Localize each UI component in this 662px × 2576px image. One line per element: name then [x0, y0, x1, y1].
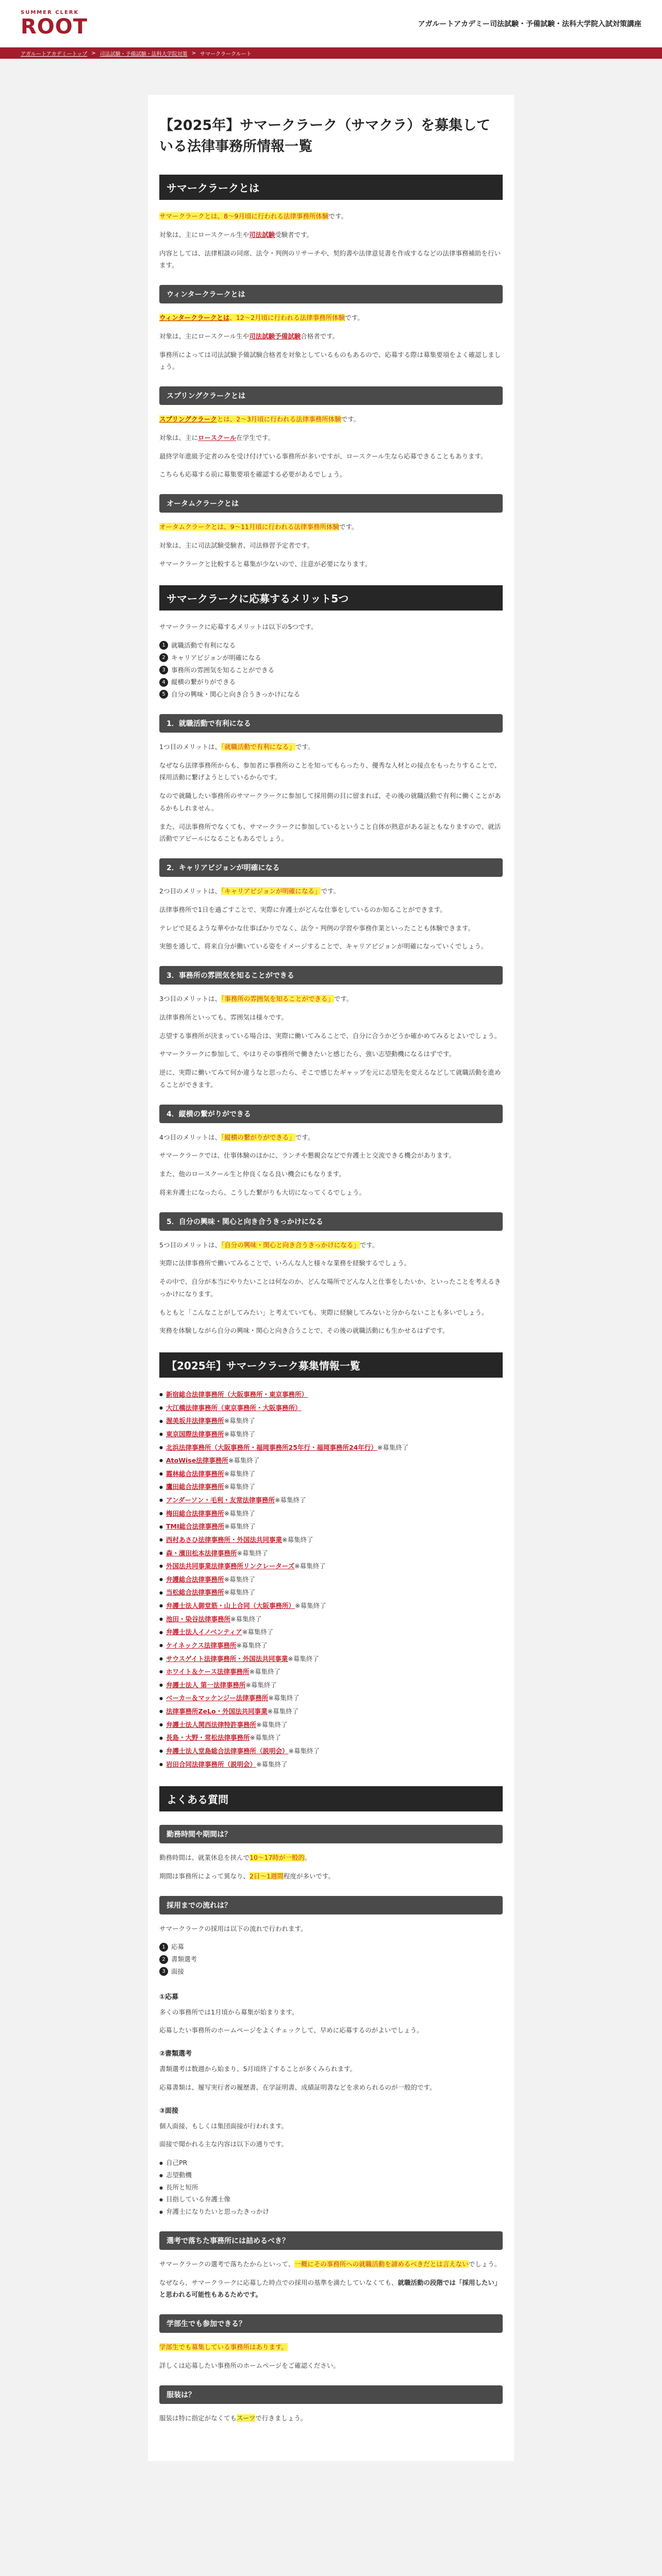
- paragraph: また、司法事務所でなくても、サマークラークに参加しているということ自体が熱意がある証ともなりますので、就活活動でアピールになることもあるでしょう。: [159, 822, 501, 843]
- paragraph: 対象は、主に司法試験受験者、司法修習予定者です。: [159, 541, 314, 549]
- paragraph: 詳しくは応募したい事務所のホームページをご確認ください。: [159, 2361, 340, 2369]
- list-item: 2 書類選考: [159, 1953, 503, 1965]
- firm-status: ※募集終了: [224, 1522, 256, 1531]
- paragraph: 最終学年進級予定者のみを受け付けている事務所が多いですが、ロースクール生なら応募できることもあります。: [159, 452, 487, 460]
- firm-list-item: [159, 1691, 503, 1705]
- paragraph: もともと「こんなことがしてみたい」と考えていても、実際に経験してみないと分からないことも多いでしょう。: [159, 1308, 488, 1316]
- firm-status: ※募集終了: [236, 1641, 268, 1649]
- firm-list-item: [159, 1731, 503, 1744]
- paragraph: 服装は特に指定がなくてもスーツで行きましょう。: [159, 2414, 307, 2422]
- paragraph: 対象は、主にロースクール生や司法試験予備試験合格者です。: [159, 332, 339, 340]
- paragraph: こちらも応募する前に募集要項を確認する必要があるでしょう。: [159, 470, 346, 479]
- list-item: 2 キャリアビジョンが明確になる: [159, 652, 503, 664]
- section-heading-summer-clerk: サマークラークとは: [159, 175, 503, 200]
- paragraph: ウィンタークラークとは、12～2月頃に行われる法律事務所体験です。: [159, 314, 364, 321]
- firm-list-item: [159, 1613, 503, 1626]
- firm-status: ※募集終了: [224, 1588, 255, 1597]
- firm-link[interactable]: 弁護総合法律事務所: [166, 1575, 224, 1583]
- list-item: ● 長所と短所: [159, 2181, 503, 2194]
- paragraph: 実務を体験しながら自分の興味・関心と向き合うことで、その後の就職活動にも生かせるはずです。: [159, 1327, 449, 1335]
- firm-status: ※募集終了: [237, 1549, 268, 1557]
- paragraph: 勤務時間は、就業休息を挟んで10～17時が一般的。: [159, 1854, 311, 1862]
- logo-small-text: SUMMER CLERK: [21, 10, 79, 15]
- paragraph: また、他のロースクール生と仲良くなる良い機会にもなります。: [159, 1170, 345, 1178]
- firm-status: ※募集終了: [224, 1509, 255, 1517]
- firm-link[interactable]: ケイネックス法律事務所: [166, 1641, 237, 1649]
- firm-list-item: [159, 1586, 503, 1599]
- firm-list-item: [159, 1744, 503, 1758]
- paragraph: 3つ目のメリットは、「事務所の雰囲気を知ることができる」です。: [159, 995, 353, 1003]
- firm-list-item: [159, 1388, 503, 1401]
- firm-link[interactable]: 渥美坂井法律事務所: [166, 1417, 224, 1425]
- firm-link[interactable]: 梅田総合法律事務所: [166, 1509, 224, 1517]
- firm-list-item: [159, 1718, 503, 1732]
- paragraph: 内容としては、法律相談の同席、法令・判例のリサーチや、契約書や法律意見書を作成するなどの法律事務補助を行います。: [159, 249, 501, 269]
- paragraph: 法律事務所といっても、雰囲気は様々です。: [159, 1013, 288, 1021]
- firm-link[interactable]: 弁護士法人御堂筋・山上合同（大阪事務所）: [166, 1602, 295, 1609]
- paragraph: 面接で聞かれる主な内容は以下の通りです。: [159, 2140, 288, 2148]
- paragraph: 応募書類は、履写実行者の履歴書、在学証明書、成績証明書などを求められるのが一般的です。: [159, 2083, 436, 2091]
- firm-link[interactable]: 新宿総合法律事務所（大阪事務所・東京事務所）: [166, 1391, 308, 1398]
- paragraph: 5つ目のメリットは、「自分の興味・関心と向き合うきっかけになる」です。: [159, 1241, 379, 1249]
- faq-question-dress: 服装は？: [159, 2385, 503, 2404]
- step-heading-interview: ③面接: [159, 2107, 179, 2115]
- firm-list-item: [159, 1560, 503, 1573]
- paragraph: 書類選考は数週から始まり、5月頃終了することが多くみられます。: [159, 2065, 356, 2073]
- paragraph: 対象は、主にロースクール在学生です。: [159, 433, 275, 442]
- subsection-heading-merit-1: 1．就職活動で有利になる: [159, 714, 503, 733]
- paragraph: サマークラークでは、仕事体験のほかに、ランチや懇親会などで弁護士と交流できる機会があります。: [159, 1151, 456, 1160]
- step-heading-apply: ①応募: [159, 1993, 179, 2001]
- firm-status: ※募集終了: [295, 1602, 326, 1609]
- firm-status: ※募集終了: [275, 1496, 306, 1504]
- site-tagline-link[interactable]: アガルートアカデミー司法試験・予備試験・法科大学院入試対策講座: [418, 20, 641, 28]
- subsection-heading-merit-3: 3．事務所の雰囲気を知ることができる: [159, 966, 503, 985]
- firm-link[interactable]: 大江橋法律事務所（東京事務所・大阪事務所）: [166, 1403, 302, 1412]
- faq-question-flow: 採用までの流れは？: [159, 1896, 503, 1914]
- firm-list-item: [159, 1665, 503, 1679]
- link-shiho-shiken[interactable]: 司法試験: [249, 230, 275, 239]
- interview-topic-list: [159, 2157, 503, 2218]
- subsection-heading-autumn-clerk: オータムクラークとは: [159, 494, 503, 513]
- firm-list: [159, 1388, 503, 1771]
- link-yobi-shiken[interactable]: 司法試験予備試験: [249, 332, 301, 340]
- firm-link[interactable]: AtoWise法律事務所: [166, 1456, 228, 1465]
- firm-list-item: [159, 1758, 503, 1771]
- firm-status: ※募集終了: [268, 1694, 300, 1702]
- firm-status: ※募集終了: [224, 1575, 255, 1583]
- firm-status: ※募集終了: [256, 1760, 288, 1768]
- firm-link[interactable]: サウスゲイト法律事務所・外国法共同事業: [166, 1654, 288, 1663]
- logo-main-text: ROOT: [21, 15, 88, 39]
- list-item: ● 自己PR: [159, 2157, 503, 2169]
- link-spring-clerk[interactable]: スプリングクラーク: [159, 415, 217, 423]
- firm-list-item: [159, 1401, 503, 1415]
- paragraph: サマークラークと比較すると募集が少ないので、注意が必要になります。: [159, 560, 372, 568]
- link-winter-clerk[interactable]: ウィンタークラークとは: [159, 314, 230, 321]
- firm-list-item: [159, 1652, 503, 1666]
- firm-status: ※募集終了: [288, 1747, 320, 1755]
- faq-question-rejected: 選考で落ちた事務所には詰めるべき？: [159, 2231, 503, 2250]
- list-item: 3 面接: [159, 1965, 503, 1978]
- list-item: 1 就職活動で有利になる: [159, 639, 503, 652]
- firm-link[interactable]: TMI総合法律事務所: [166, 1522, 225, 1531]
- section-heading-faq: よくある質問: [159, 1786, 503, 1811]
- breadcrumb-link-category[interactable]: 司法試験・予備試験・法科大学院対策: [100, 51, 188, 57]
- paragraph: サマークラークの選考で落ちたからといって、一概にその事務所への就職活動を諦めるべきだとは言えないでしょう。: [159, 2260, 501, 2268]
- paragraph: 逆に、実際に働いてみて何か違うなと思ったら、そこで感じたギャップを元に志望先を変えるなどして就職活動を進めることができます。: [159, 1069, 501, 1089]
- paragraph: 期間は事務所によって異なり、2日～1週間程度が多いです。: [159, 1872, 335, 1880]
- firm-link[interactable]: 弁護士法人 第一法律事務所: [166, 1681, 246, 1689]
- list-item: ● 志望動機: [159, 2169, 503, 2181]
- firm-status: ※募集終了: [256, 1720, 288, 1728]
- firm-list-item: [159, 1480, 503, 1494]
- firm-link[interactable]: 池田・染谷法律事務所: [166, 1615, 230, 1623]
- paragraph: 実際に法律事務所で働いてみることで、いろんな人と様々な業務を経験するでしょう。: [159, 1259, 411, 1267]
- breadcrumb-separator: >: [91, 50, 96, 56]
- list-item: 3 事務所の雰囲気を知ることができる: [159, 664, 503, 676]
- step-heading-screening: ②書類選考: [159, 2050, 192, 2058]
- faq-question-hours: 勤務時間や期間は？: [159, 1825, 503, 1843]
- article: [148, 95, 514, 2461]
- firm-link[interactable]: ベーカー＆マッケンジー法律事務所: [166, 1694, 269, 1702]
- paragraph: 4つ目のメリットは、「縦横の繋がりができる」です。: [159, 1133, 315, 1141]
- link-law-school[interactable]: ロースクール: [198, 433, 237, 442]
- paragraph: 多くの事務所では1月頃から募集が始まります。: [159, 2008, 299, 2016]
- page-title: 【2025年】サマークラーク（サマクラ）を募集している法律事務所情報一覧: [159, 117, 491, 155]
- firm-list-item: [159, 1520, 503, 1533]
- firm-list-item: [159, 1467, 503, 1481]
- firm-list-item: [159, 1625, 503, 1639]
- firm-link[interactable]: 弁護士法人堂島総合法律事務所（説明会）: [166, 1747, 289, 1755]
- firm-list-item: [159, 1441, 503, 1454]
- subsection-heading-merit-4: 4．縦横の繋がりができる: [159, 1105, 503, 1123]
- firm-list-item: [159, 1639, 503, 1652]
- firm-link[interactable]: 弁護士法人関西法律特許事務所: [166, 1720, 256, 1728]
- firm-link[interactable]: 弁護士法人イノベンティア: [166, 1628, 242, 1636]
- site-header: [0, 0, 662, 47]
- paragraph: オータムクラークとは、9～11月頃に行われる法律事務所体験です。: [159, 523, 358, 531]
- merit-list: [159, 639, 503, 701]
- paragraph: サマークラークに応募するメリットは以下の5つです。: [159, 623, 318, 631]
- subsection-heading-merit-2: 2．キャリアビジョンが明確になる: [159, 858, 503, 877]
- firm-status: ※募集終了: [377, 1443, 409, 1451]
- paragraph: 将来弁護士になったら、こうした繋がりも大切になってくるでしょう。: [159, 1188, 366, 1196]
- list-item: ● 目指している弁護士像: [159, 2193, 503, 2206]
- paragraph: 志望する事務所が決まっている場合は、実際に働いてみることで、自分に合うかどうか確かめてみるとよいでしょう。: [159, 1031, 501, 1040]
- firm-link[interactable]: アンダーソン・毛利・友常法律事務所: [166, 1496, 275, 1504]
- breadcrumb-separator: >: [191, 50, 196, 56]
- paragraph: 事務所によっては司法試験予備試験合格者を対象としているものもあるので、応募する際は募集要項をよく確認しましょう。: [159, 350, 501, 371]
- paragraph: なぜなら法律事務所からも、参加者に事務所のことを知ってもらったり、優秀な人材との接点をもったりすることで、採用活動に繋げようとしているからです。: [159, 761, 501, 782]
- firm-list-item: [159, 1428, 503, 1441]
- firm-list-item: [159, 1533, 503, 1547]
- step-list: [159, 1941, 503, 1977]
- firm-list-item: [159, 1573, 503, 1586]
- firm-list-item: [159, 1705, 503, 1718]
- firm-list-item: [159, 1454, 503, 1467]
- firm-link[interactable]: 北浜法律事務所（大阪事務所・福岡事務所25年行・福岡事務所24年行）: [166, 1443, 377, 1451]
- paragraph: サマークラークに参加して、やはりその事務所で働きたいと感じたら、強い志望動機になるはずです。: [159, 1050, 456, 1058]
- paragraph: サマークラークの採用は以下の流れで行われます。: [159, 1924, 307, 1933]
- paragraph: その中で、自分が本当にやりたいことは何なのか、どんな場所でどんな人と仕事をしたいか、といったことを考えるきっかけになります。: [159, 1278, 501, 1298]
- firm-status: ※募集終了: [288, 1654, 319, 1663]
- firm-status: ※募集終了: [230, 1615, 262, 1623]
- section-heading-firm-list: 【2025年】サマークラーク募集情報一覧: [159, 1352, 503, 1378]
- firm-status: ※募集終了: [224, 1430, 255, 1438]
- firm-link[interactable]: 岩田合同法律事務所（説明会）: [166, 1760, 256, 1768]
- list-item: ● 弁護士になりたいと思ったきっかけ: [159, 2206, 503, 2218]
- firm-link[interactable]: 西村あさひ法律事務所・外国法共同事業: [166, 1535, 282, 1544]
- firm-link[interactable]: 長島・大野・常松法律事務所: [166, 1734, 250, 1742]
- paragraph: 法律事務所で1日を過ごすことで、実際に弁護士がどんな仕事をしているのか知ることができます。: [159, 905, 446, 913]
- firm-status: ※募集終了: [249, 1668, 280, 1676]
- firm-status: ※募集終了: [242, 1628, 274, 1636]
- firm-list-item: [159, 1547, 503, 1560]
- paragraph: 対象は、主にロースクール生や司法試験受験者です。: [159, 230, 313, 239]
- firm-link[interactable]: 当松総合法律事務所: [166, 1588, 224, 1597]
- subsection-heading-winter-clerk: ウィンタークラークとは: [159, 285, 503, 303]
- firm-link[interactable]: 外国法共同事業法律事務所リンクレーターズ: [166, 1562, 295, 1570]
- firm-list-item: [159, 1494, 503, 1507]
- paragraph: 実態を通して、将来自分が働いている姿をイメージすることで、キャリアビジョンが明確になっていくでしょう。: [159, 942, 488, 951]
- breadcrumb: [0, 47, 662, 59]
- firm-list-item: [159, 1599, 503, 1613]
- paragraph: 個人面接、もしくは集団面接が行われます。: [159, 2122, 288, 2130]
- firm-status: ※募集終了: [224, 1483, 255, 1491]
- subsection-heading-spring-clerk: スプリングクラークとは: [159, 386, 503, 405]
- paragraph: なので就職したい事務所のサマークラークに参加して採用側の目に留まれば、その後の就職活動で有利に働くことがあるかもしれません。: [159, 792, 501, 812]
- list-item: 4 縦横の繋がりができる: [159, 676, 503, 688]
- firm-link[interactable]: 法律事務所ZeLo・外国法共同事業: [166, 1707, 268, 1715]
- paragraph: テレビで見るような華やかな仕事ばかりでなく、法令・判例の学習や事務作業といったことも体験できます。: [159, 924, 475, 932]
- paragraph: なぜなら、サマークラークに応募した時点での採用の基準を満たしていなくても、就職活動の段階では「採用したい」と思われる可能性もあるためです。: [159, 2278, 501, 2299]
- paragraph: 1つ目のメリットは、「就職活動で有利になる」です。: [159, 742, 315, 751]
- faq-question-undergrad: 学部生でも参加できる？: [159, 2314, 503, 2333]
- firm-status: ※募集終了: [228, 1456, 260, 1465]
- firm-link[interactable]: 霞林総合法律事務所: [166, 1469, 224, 1478]
- firm-list-item: [159, 1414, 503, 1428]
- list-item: 5 自分の興味・関心と向き合うきっかけになる: [159, 688, 503, 701]
- list-item: 1 応募: [159, 1941, 503, 1953]
- firm-link[interactable]: 鷹田総合法律事務所: [166, 1483, 224, 1491]
- firm-list-item: [159, 1679, 503, 1692]
- paragraph: 応募したい事務所のホームページをよくチェックして、早めに応募するのがよいでしょう。: [159, 2026, 423, 2035]
- paragraph: 2つ目のメリットは、「キャリアビジョンが明確になる」です。: [159, 887, 340, 895]
- paragraph: スプリングクラークとは、2～3月頃に行われる法律事務所体験です。: [159, 415, 360, 423]
- firm-status: ※募集終了: [294, 1562, 326, 1570]
- firm-link[interactable]: ホワイト＆ケース法律事務所: [166, 1668, 250, 1676]
- breadcrumb-link-top[interactable]: アガルートアカデミートップ: [21, 51, 88, 57]
- firm-link[interactable]: 森・濱田松本法律事務所: [166, 1549, 237, 1557]
- paragraph: 学部生でも募集している事務所はあります。: [159, 2343, 288, 2351]
- site-logo[interactable]: [21, 10, 88, 37]
- firm-status: ※募集終了: [224, 1417, 255, 1425]
- section-heading-merits: サマークラークに応募するメリット5つ: [159, 585, 503, 611]
- firm-status: ※募集終了: [245, 1681, 277, 1689]
- breadcrumb-current: サマークラークルート: [200, 51, 252, 57]
- firm-status: ※募集終了: [282, 1535, 313, 1544]
- firm-status: ※募集終了: [224, 1469, 255, 1478]
- subsection-heading-merit-5: 5．自分の興味・関心と向き合うきっかけになる: [159, 1212, 503, 1231]
- firm-link[interactable]: 東京国際法律事務所: [166, 1430, 224, 1438]
- firm-status: ※募集終了: [267, 1707, 299, 1715]
- paragraph: サマークラークとは、8～9月頃に行われる法律事務所体験です。: [159, 212, 347, 220]
- firm-list-item: [159, 1507, 503, 1520]
- firm-status: ※募集終了: [250, 1734, 281, 1742]
